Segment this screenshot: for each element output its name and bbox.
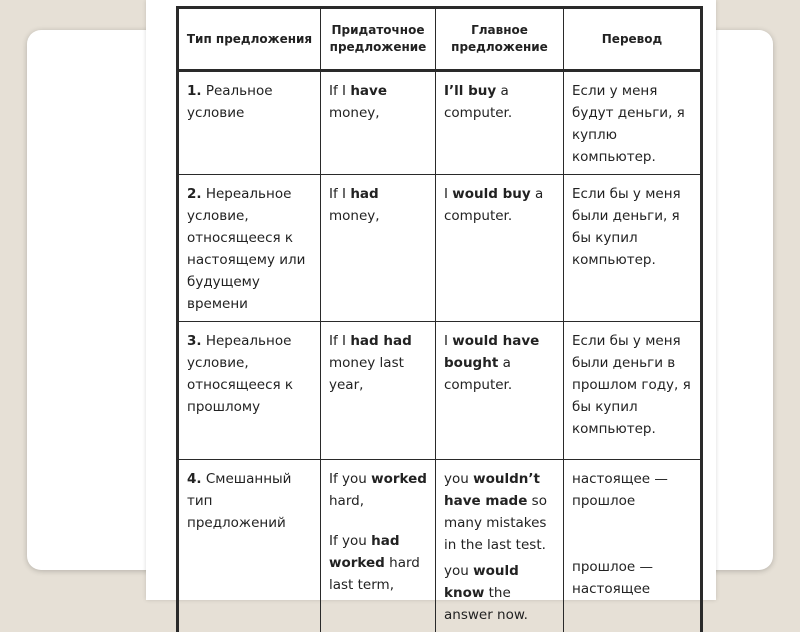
type-cell — [178, 322, 321, 460]
clause-text: money last year, — [329, 355, 404, 393]
clause-text: I — [444, 333, 452, 349]
main-clause — [444, 186, 543, 224]
main-cell — [436, 322, 564, 460]
clause-text: If I — [329, 333, 350, 349]
table-row — [178, 175, 702, 322]
table-row — [178, 322, 702, 460]
translation-1: настоящее — прошлое — [572, 468, 693, 512]
header-main-clause: Главное предложение — [436, 8, 564, 71]
type-text: Нереальное условие, относящееся к настоящему или будущему времени — [187, 186, 305, 312]
main-cell — [436, 460, 564, 632]
type-cell — [178, 175, 321, 322]
subordinate-clause-1 — [329, 468, 428, 512]
type-number: 1. — [187, 83, 202, 99]
table-row — [178, 460, 702, 632]
main-clause-1 — [444, 468, 556, 556]
type-text: Смешанный тип предложений — [187, 471, 291, 531]
subordinate-clause — [329, 333, 412, 393]
clause-text: you — [444, 471, 473, 487]
clause-text: a computer. — [444, 186, 543, 224]
verb-form: have — [350, 83, 387, 99]
subordinate-cell — [321, 322, 436, 460]
verb-form: would have bought — [444, 333, 539, 371]
translation-cell — [564, 460, 702, 632]
subordinate-cell — [321, 71, 436, 175]
clause-text: I — [444, 186, 452, 202]
clause-text: the answer now. — [444, 585, 528, 623]
type-text: Нереальное условие, относящееся к прошлому — [187, 333, 293, 415]
main-clause — [444, 83, 512, 121]
subordinate-cell — [321, 175, 436, 322]
clause-text: If I — [329, 83, 350, 99]
main-clause — [444, 333, 539, 393]
clause-text: so many mistakes in the last test. — [444, 493, 547, 553]
verb-form: would buy — [452, 186, 530, 202]
verb-form: worked — [371, 471, 427, 487]
type-cell — [178, 460, 321, 632]
clause-text: money, — [329, 208, 380, 224]
clause-text: a computer. — [444, 83, 512, 121]
subordinate-clause-2 — [329, 530, 428, 596]
verb-form: I’ll buy — [444, 83, 496, 99]
main-cell — [436, 71, 564, 175]
clause-text: If I — [329, 186, 350, 202]
clause-text: If you — [329, 471, 371, 487]
translation-cell: Если бы у меня были деньги в прошлом году, я бы купил компьютер. — [564, 322, 702, 460]
subordinate-cell — [321, 460, 436, 632]
header-translation: Перевод — [564, 8, 702, 71]
table-sheet — [146, 0, 716, 600]
verb-form: had had — [350, 333, 411, 349]
table-header-row — [178, 8, 702, 71]
type-cell — [178, 71, 321, 175]
translation-2: прошлое — настоящее — [572, 556, 693, 600]
type-number: 2. — [187, 186, 202, 202]
type-number: 4. — [187, 471, 202, 487]
main-cell — [436, 175, 564, 322]
conditionals-table — [176, 6, 703, 632]
clause-text: If you — [329, 533, 371, 549]
translation-cell: Если бы у меня были деньги, я бы купил компьютер. — [564, 175, 702, 322]
verb-form: had worked — [329, 533, 400, 571]
clause-text: hard last term, — [329, 555, 420, 593]
header-sentence-type: Тип предложения — [178, 8, 321, 71]
type-number: 3. — [187, 333, 202, 349]
clause-text: hard, — [329, 493, 364, 509]
verb-form: would know — [444, 563, 519, 601]
type-text: Реальное условие — [187, 83, 273, 121]
clause-text: you — [444, 563, 473, 579]
table-row — [178, 71, 702, 175]
main-clause-2 — [444, 560, 556, 626]
header-subordinate-clause: Придаточное предложение — [321, 8, 436, 71]
clause-text: money, — [329, 105, 380, 121]
subordinate-clause — [329, 186, 380, 224]
subordinate-clause — [329, 83, 387, 121]
clause-text: a computer. — [444, 355, 512, 393]
verb-form: wouldn’t have made — [444, 471, 540, 509]
translation-cell: Если у меня будут деньги, я куплю компьютер. — [564, 71, 702, 175]
verb-form: had — [350, 186, 378, 202]
